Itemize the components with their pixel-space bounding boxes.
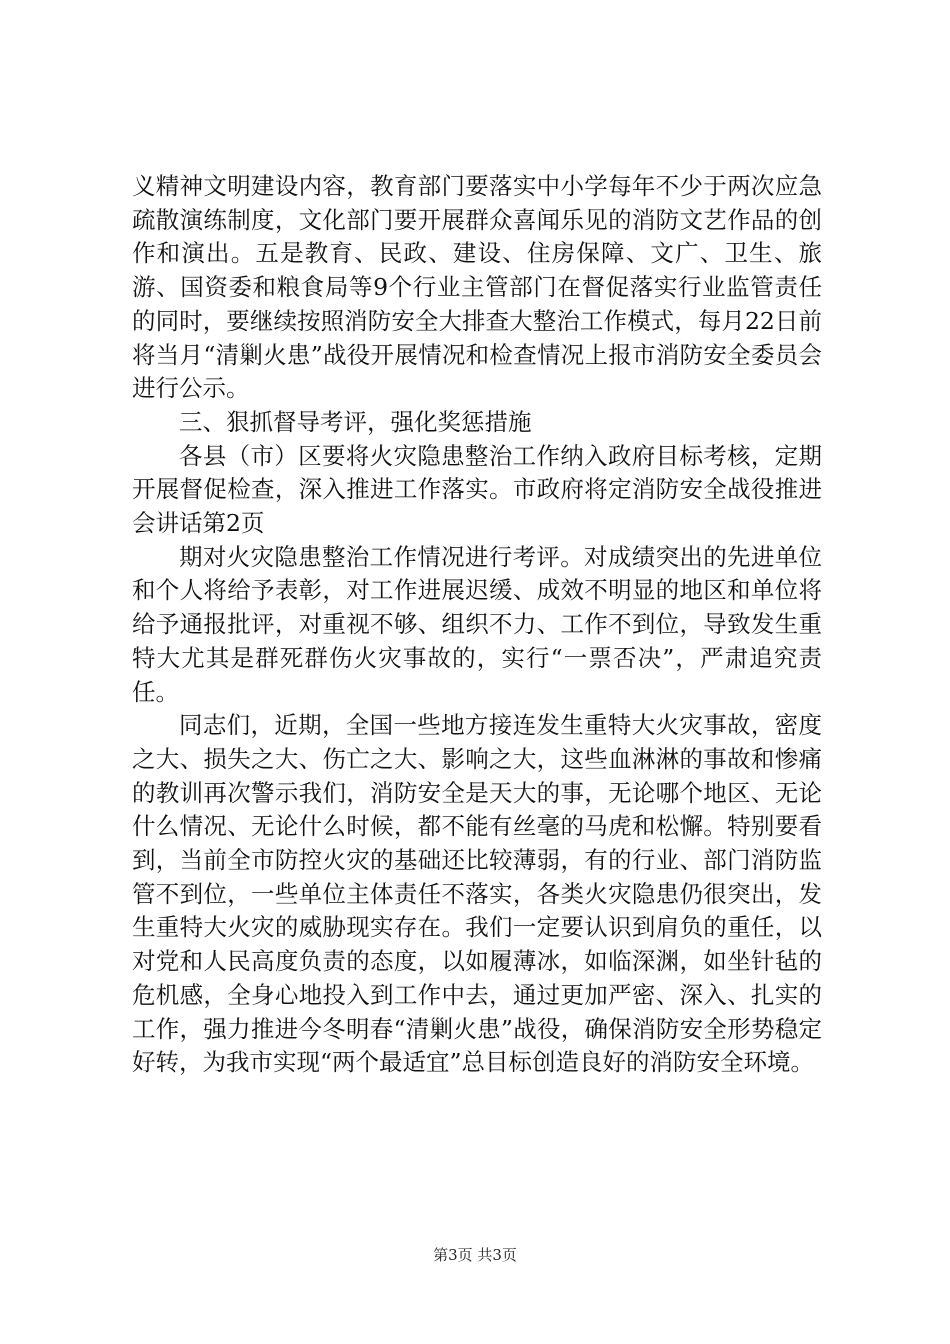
paragraph-continuation: 义精神文明建设内容，教育部门要落实中小学每年不少于两次应急疏散演练制度，文化部门要开展群众喜闻乐见的消防文艺作品的创作和演出。五是教育、民政、建设、住房保障、文广、卫生、旅游、国资委和粮食局等9个行业主管部门在督促落实行业监管责任的同时，要继续按照消防安全大排查大整治工作模式，每月22日前将当月“清剿火患”战役开展情况和检查情况上报市消防安全委员会进行公示。	[132, 172, 822, 403]
page-footer: 第3页 共3页	[433, 1246, 517, 1264]
paragraph-evaluation: 期对火灾隐患整治工作情况进行考评。对成绩突出的先进单位和个人将给予表彰，对工作进展迟缓、成效不明显的地区和单位将给予通报批评，对重视不够、组织不力、工作不到位，导致发生重特大尤其是群死群伤火灾事故的，实行“一票否决”，严肃追究责任。	[132, 542, 822, 706]
section-heading: 三、狠抓督导考评，强化奖惩措施	[179, 407, 532, 436]
document-body	[132, 170, 822, 1080]
paragraph-closing: 同志们，近期，全国一些地方接连发生重特大火灾事故，密度之大、损失之大、伤亡之大、影响之大，这些血淋淋的事故和惨痛的教训再次警示我们，消防安全是天大的事，无论哪个地区、无论什么情况、无论什么时候，都不能有丝毫的马虎和松懈。特别要看到，当前全市防控火灾的基础还比较薄弱，有的行业、部门消防监管不到位，一些单位主体责任不落实，各类火灾隐患仍很突出，发生重特大火灾的威胁现实存在。我们一定要认识到肩负的重任，以对党和人民高度负责的态度，以如履薄冰，如临深渊，如坐针毡的危机感，全身心地投入到工作中去，通过更加严密、深入、扎实的工作，强力推进今冬明春“清剿火患”战役，确保消防安全形势稳定好转，为我市实现“两个最适宜”总目标创造良好的消防安全环境。	[132, 711, 822, 1077]
paragraph-assessment: 各县（市）区要将火灾隐患整治工作纳入政府目标考核，定期开展督促检查，深入推进工作落实。市政府将定消防安全战役推进会讲话第2页	[132, 441, 822, 538]
